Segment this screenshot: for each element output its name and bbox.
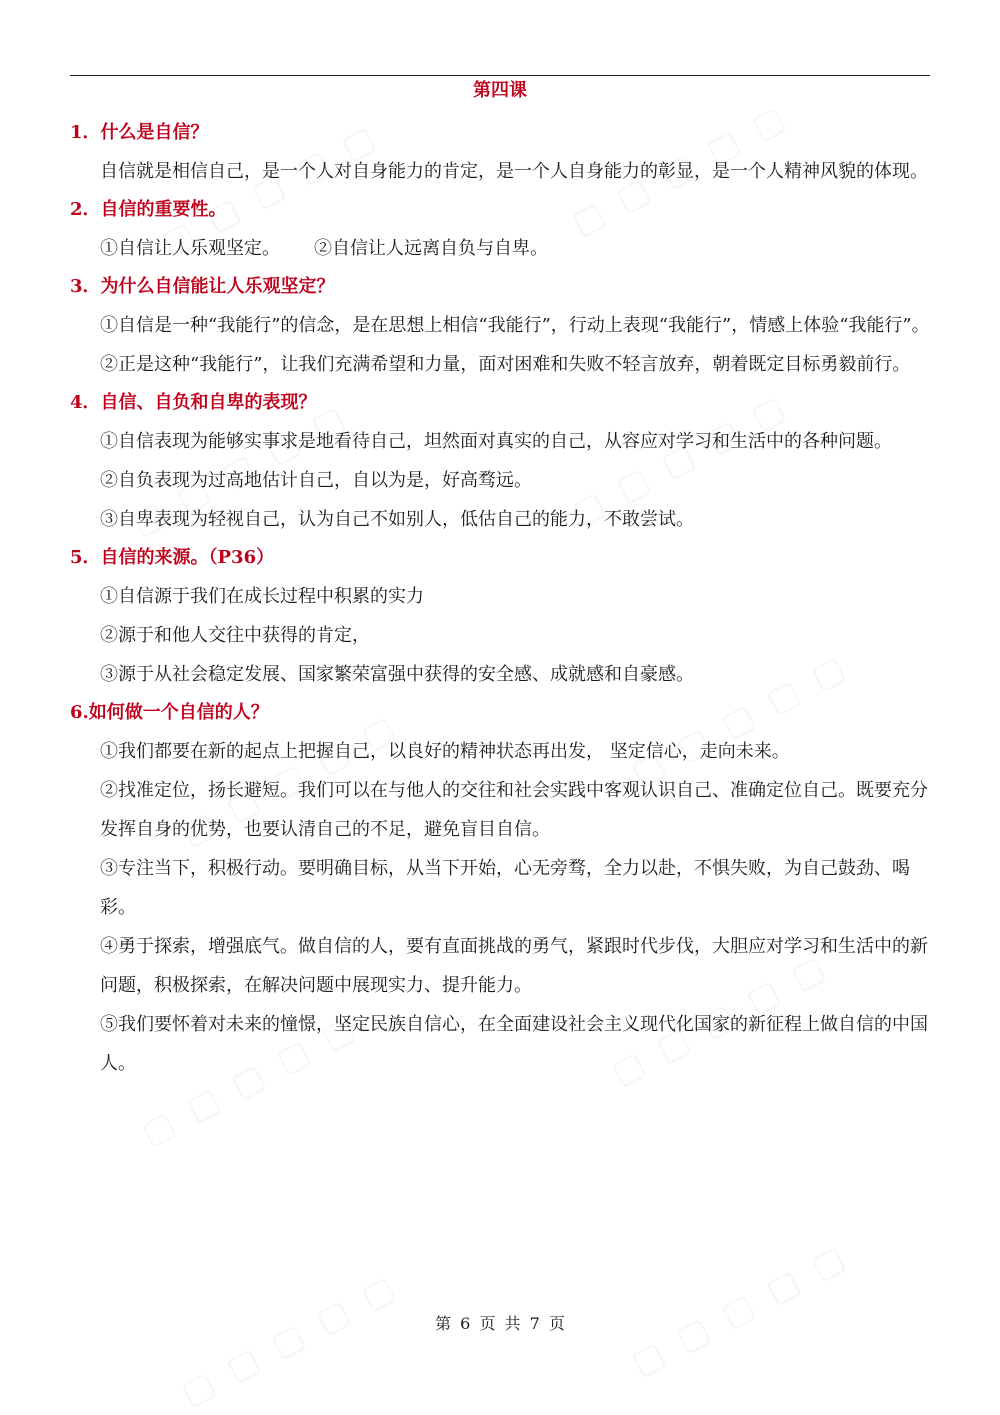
paragraph: ④勇于探索，增强底气。做自信的人，要有直面挑战的勇气，紧跟时代步伐，大胆应对学习和生活中的新问题，积极探索，在解决问题中展现实力、提升能力。 bbox=[100, 936, 928, 996]
paragraph: ③专注当下，积极行动。要明确目标，从当下开始，心无旁骛，全力以赴，不惧失败，为自己鼓劲、喝彩。 bbox=[100, 858, 910, 918]
section-4 bbox=[70, 384, 930, 539]
section-heading: 3．为什么自信能让人乐观坚定？ bbox=[70, 276, 335, 297]
inline-item: ①自信让人乐观坚定。 bbox=[100, 238, 280, 259]
section-heading: 4．自信、自负和自卑的表现？ bbox=[70, 392, 317, 413]
paragraph: ①自信是一种“我能行”的信念，是在思想上相信“我能行”，行动上表现“我能行”，情感上体验“我能行”。 bbox=[100, 315, 930, 336]
paragraph: ①自信源于我们在成长过程中积累的实力 bbox=[100, 586, 424, 607]
watermark-mark bbox=[175, 1266, 406, 1414]
section-3 bbox=[70, 268, 930, 384]
paragraph: ②自负表现为过高地估计自己，自以为是，好高骛远。 bbox=[100, 470, 532, 491]
section-1 bbox=[70, 114, 930, 191]
section-heading: 6.如何做一个自信的人？ bbox=[70, 702, 269, 723]
inline-items-row bbox=[70, 229, 930, 268]
paragraph: ①自信表现为能够实事求是地看待自己，坦然面对真实的自己，从容应对学习和生活中的各种问题。 bbox=[100, 431, 892, 452]
paragraph: ②正是这种“我能行”，让我们充满希望和力量，面对困难和失败不轻言放弃，朝着既定目标勇毅前行。 bbox=[100, 354, 911, 375]
document-body bbox=[70, 114, 930, 1083]
section-2 bbox=[70, 191, 930, 268]
lesson-title: 第四课 bbox=[473, 80, 527, 101]
page-footer: 第 6 页 共 7 页 bbox=[435, 1314, 565, 1333]
paragraph: ③自卑表现为轻视自己，认为自己不如别人，低估自己的能力，不敢尝试。 bbox=[100, 509, 694, 530]
inline-item: ②自信让人远离自负与自卑。 bbox=[314, 238, 548, 259]
section-5 bbox=[70, 539, 930, 694]
watermark-mark bbox=[625, 1236, 856, 1384]
paragraph: ③源于从社会稳定发展、国家繁荣富强中获得的安全感、成就感和自豪感。 bbox=[100, 664, 694, 685]
section-heading: 2．自信的重要性。 bbox=[70, 199, 227, 220]
paragraph: ⑤我们要怀着对未来的憧憬，坚定民族自信心，在全面建设社会主义现代化国家的新征程上做自信的中国人。 bbox=[100, 1014, 928, 1074]
section-heading: 5．自信的来源。（P36） bbox=[70, 547, 275, 568]
paragraph: ①我们都要在新的起点上把握自己，以良好的精神状态再出发， 坚定信心，走向未来。 bbox=[100, 741, 790, 762]
paragraph: ②源于和他人交往中获得的肯定， bbox=[100, 625, 370, 646]
header-rule bbox=[70, 75, 930, 76]
section-heading: 1．什么是自信？ bbox=[70, 122, 209, 143]
section-6 bbox=[70, 694, 930, 1083]
paragraph: 自信就是相信自己，是一个人对自身能力的肯定，是一个人自身能力的彰显，是一个人精神风貌的体现。 bbox=[100, 161, 928, 182]
paragraph: ②找准定位，扬长避短。我们可以在与他人的交往和社会实践中客观认识自己、准确定位自己。既要充分发挥自身的优势，也要认清自己的不足，避免盲目自信。 bbox=[100, 780, 928, 840]
